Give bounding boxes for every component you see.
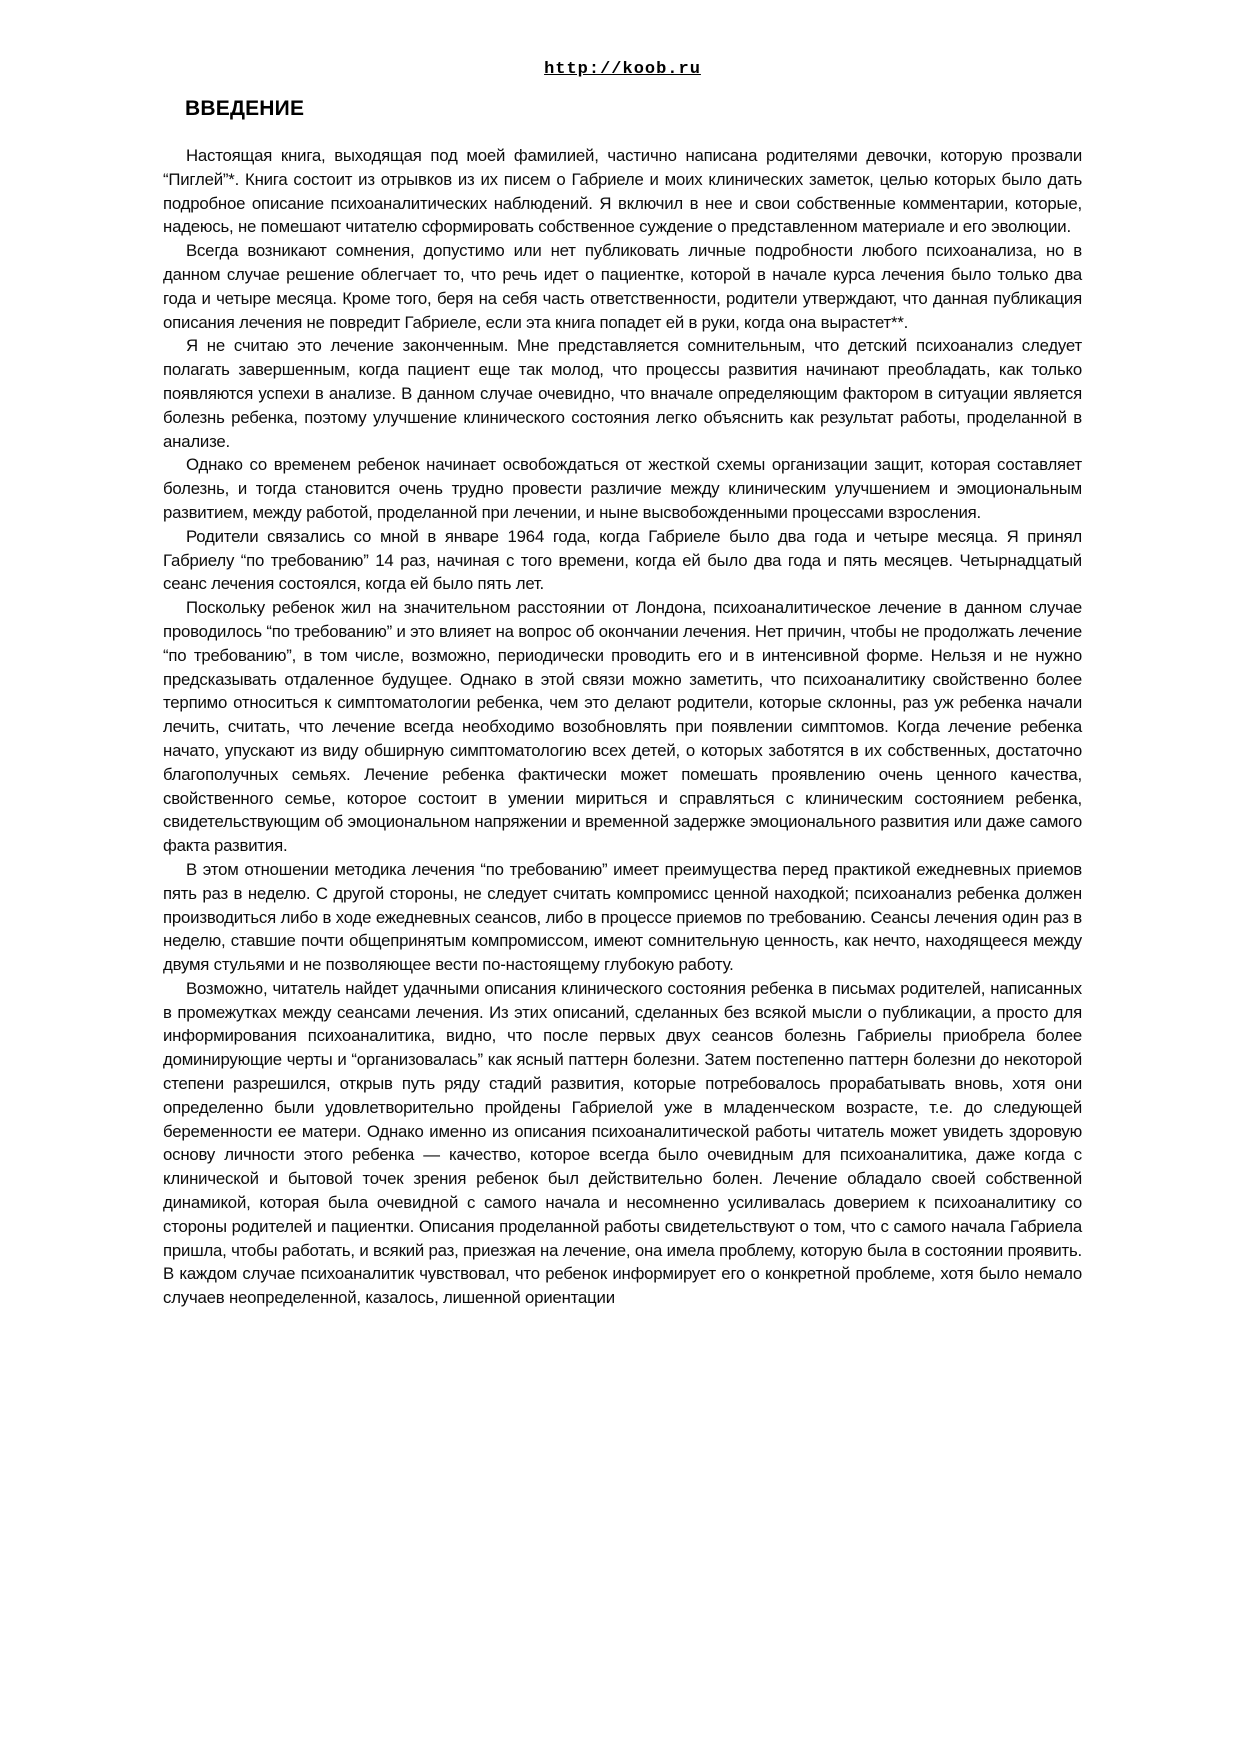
paragraph-6: Поскольку ребенок жил на значительном расстоянии от Лондона, психоаналитическое лечение в данном случае проводилось “по требованию” и это влияет на вопрос об окончании лечения. Нет причин, чтобы не продолжать лечение “по требованию”, в том числе, возможно, периодически проводить его и в интенсивной форме. Нельзя и не нужно предсказывать отдаленное будущее. Однако в этой связи можно заметить, что психоаналитику свойственно более терпимо относиться к симптоматологии ребенка, чем это делают родители, которые склонны, раз уж ребенка начали лечить, считать, что лечение всегда необходимо возобновлять при появлении симптомов. Когда лечение ребенка начато, упускают из виду обширную симптоматологию всех детей, о которых заботятся в их собственных, достаточно благополучных семьях. Лечение ребенка фактически может помешать проявлению очень ценного качества, свойственного семье, которое состоит в умении мириться и справляться с клиническим состоянием ребенка, свидетельствующим об эмоциональном напряжении и временной задержке эмоционального развития или даже самого факта развития. [163, 598, 1082, 856]
page-header [163, 60, 1082, 79]
paragraph-5: Родители связались со мной в январе 1964 года, когда Габриеле было два года и четыре месяца. Я принял Габриелу “по требованию” 14 раз, начиная с того времени, когда ей было два года и пять месяцев. Четырнадцатый сеанс лечения состоялся, когда ей было пять лет. [163, 526, 1082, 594]
paragraph-4: Однако со временем ребенок начинает освобождаться от жесткой схемы организации защит, которая составляет болезнь, и тогда становится очень трудно провести различие между клиническим улучшением и эмоциональным развитием, между работой, проделанной при лечении, и ныне высвобожденными процессами взросления. [163, 455, 1082, 522]
paragraph-1: Настоящая книга, выходящая под моей фамилией, частично написана родителями девочки, которую прозвали “Пиглей”*. Книга состоит из отрывков из их писем о Габриеле и моих клинических заметок, целью которых было дать подробное описание психоаналитических наблюдений. Я включил в нее и свои собственные комментарии, которые, надеюсь, не помешают читателю сформировать собственное суждение о представленном материале и его эволюции. [163, 146, 1082, 237]
source-link[interactable]: http://koob.ru [544, 60, 701, 79]
page-title: ВВЕДЕНИЕ [185, 97, 305, 120]
paragraph-2: Всегда возникают сомнения, допустимо или нет публиковать личные подробности любого психоанализа, но в данном случае решение облегчает то, что речь идет о пациентке, которой в начале курса лечения было только два года и четыре месяца. Кроме того, беря на себя часть ответственности, родители утверждают, что данная публикация описания лечения не повредит Габриеле, если эта книга попадет ей в руки, когда она вырастет**. [163, 241, 1082, 332]
paragraph-7: В этом отношении методика лечения “по требованию” имеет преимущества перед практикой ежедневных приемов пять раз в неделю. С другой стороны, не следует считать компромисс ценной находкой; психоанализ ребенка должен производиться либо в ходе ежедневных сеансов, либо в процессе приемов по требованию. Сеансы лечения один раз в неделю, ставшие почти общепринятым компромиссом, имеют сомнительную ценность, как нечто, находящееся между двумя стульями и не позволяющее вести по-настоящему глубокую работу. [163, 859, 1082, 975]
document-body [163, 144, 1082, 1310]
paragraph-8: Возможно, читатель найдет удачными описания клинического состояния ребенка в письмах родителей, написанных в промежутках между сеансами лечения. Из этих описаний, сделанных без всякой мысли о публикации, а просто для информирования психоаналитика, видно, что после первых двух сеансов болезнь Габриелы приобрела более доминирующие черты и “организовалась” как ясный паттерн болезни. Затем постепенно паттерн болезни до некоторой степени разрешился, открыв путь ряду стадий развития, которые потребовалось прорабатывать вновь, хотя они определенно были удовлетворительно пройдены Габриелой уже в младенческом возрасте, т.е. до следующей беременности ее матери. Однако именно из описания психоаналитической работы читатель может увидеть здоровую основу личности этого ребенка — качество, которое всегда было очевидным для психоаналитика, даже когда с клинической и бытовой точек зрения ребенок был действительно болен. Лечение обладало своей собственной динамикой, которая была очевидной с самого начала и несомненно усиливалась доверием к психоаналитику со стороны родителей и пациентки. Описания проделанной работы свидетельствуют о том, что с самого начала Габриела пришла, чтобы работать, и всякий раз, приезжая на лечение, она имела проблему, которую была в состоянии проявить. В каждом случае психоаналитик чувствовал, что ребенок информирует его о конкретной проблеме, хотя было немало случаев неопределенной, казалось, лишенной ориентации [163, 978, 1082, 1308]
paragraph-3: Я не считаю это лечение законченным. Мне представляется сомнительным, что детский психоанализ следует полагать завершенным, когда пациент еще так молод, что процессы развития начинают преобладать, как только появляются успехи в анализе. В данном случае очевидно, что вначале определяющим фактором в ситуации является болезнь ребенка, поэтому улучшение клинического состояния легко объяснить как результат работы, проделанной в анализе. [163, 336, 1082, 451]
